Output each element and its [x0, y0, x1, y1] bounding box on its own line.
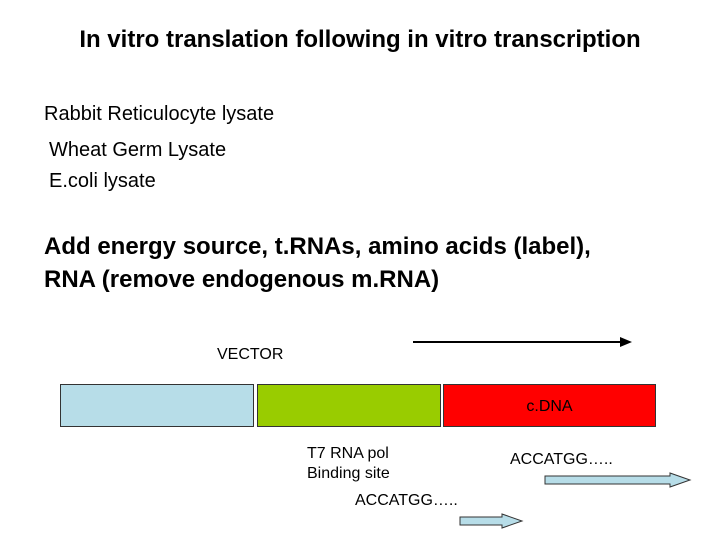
t7-label-line-2: Binding site [307, 465, 390, 482]
procedure-note [44, 230, 704, 296]
start-codon-sequence-right: ACCATGG….. [510, 451, 613, 468]
vector-label: VECTOR [217, 346, 284, 363]
lysate-wheat-germ: Wheat Germ Lysate [49, 139, 227, 161]
lysate-rabbit-reticulocyte: Rabbit Reticulocyte lysate [44, 103, 275, 125]
transcription-direction-arrow [413, 337, 632, 347]
t7-binding-site-label [307, 444, 390, 484]
slide-title: In vitro translation following in vitro transcription [79, 26, 641, 53]
vector-block [60, 384, 254, 427]
block-arrow-right [545, 473, 690, 487]
procedure-note-line-2: RNA (remove endogenous m.RNA) [44, 266, 440, 293]
block-arrow-left [460, 514, 522, 528]
lysate-ecoli: E.coli lysate [49, 170, 156, 192]
start-codon-sequence-left: ACCATGG….. [355, 492, 458, 509]
t7-label-line-1: T7 RNA pol [307, 445, 389, 462]
cdna-label: c.DNA [526, 398, 573, 415]
procedure-note-line-1: Add energy source, t.RNAs, amino acids (label), [44, 233, 591, 260]
t7-promoter-block [257, 384, 441, 427]
